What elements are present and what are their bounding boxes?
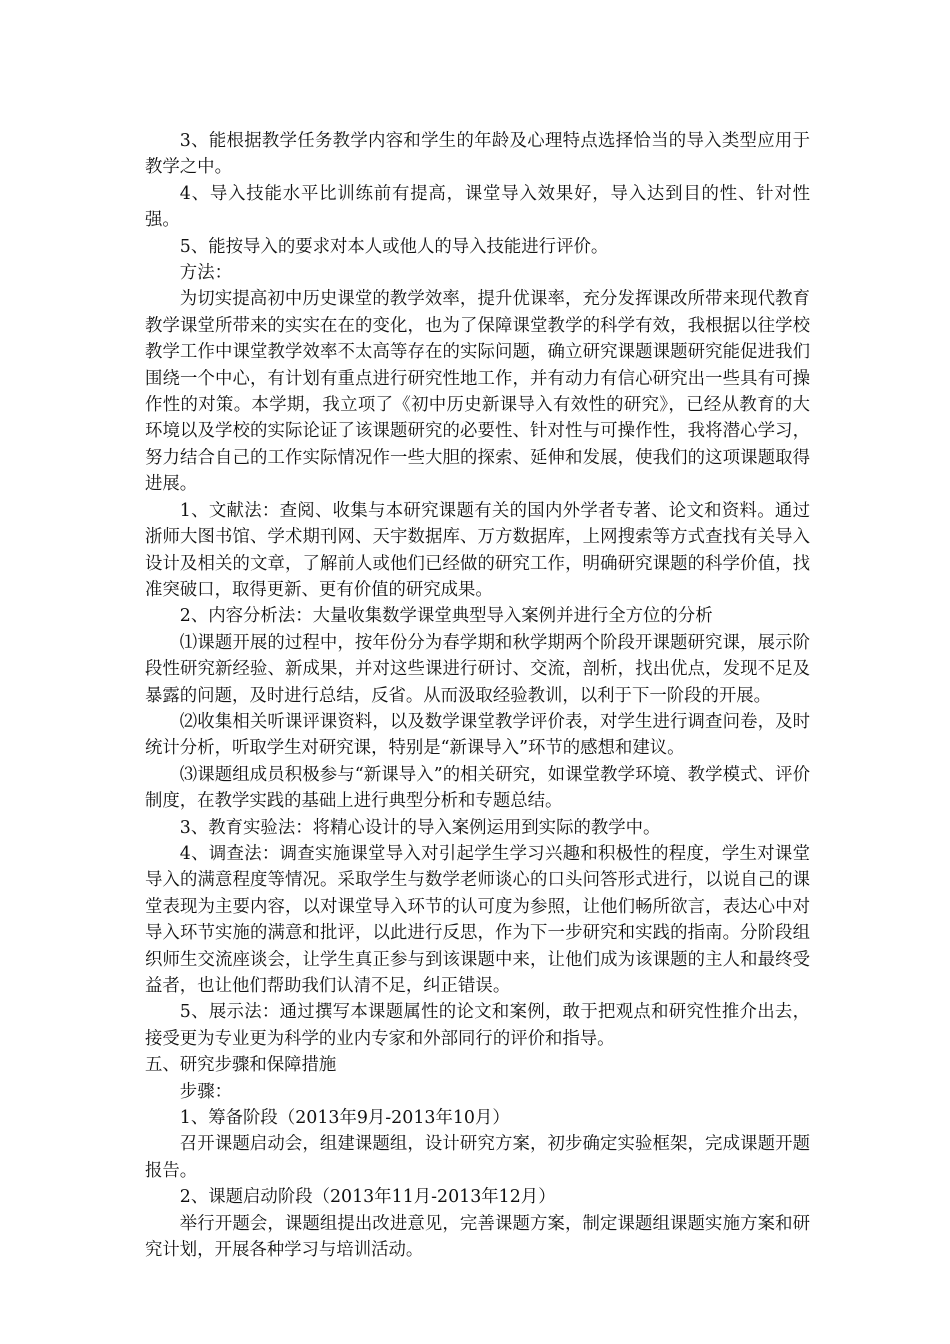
steps-heading: 步骤： xyxy=(179,1081,232,1102)
methods-heading: 方法： xyxy=(179,263,232,284)
step-2-title: 2、课题启动阶段（2013年11月-2013年12月） xyxy=(179,1187,556,1208)
step-2-body: 举行开题会，课题组提出改进意见，完善课题方案，制定课题组课题实施方案和研究计划，开展各种学习与培训活动。 xyxy=(145,1213,810,1261)
paragraph-content-analysis-1: ⑴课题开展的过程中，按年份分为春学期和秋学期两个阶段开课题研究课，展示阶段性研究新经验、新成果，并对这些课进行研讨、交流，剖析，找出优点，发现不足及暴露的问题，及时进行总结，反省。从而汲取经验教训，以利于下一阶段的开展。 xyxy=(145,632,810,706)
paragraph-methods-intro: 为切实提高初中历史课堂的教学效率，提升优课率，充分发挥课改所带来现代教育教学课堂所带来的实实在在的变化，也为了保障课堂教学的科学有效，我根据以往学校教学工作中课堂教学效率不太高等存在的实际问题，确立研究课题课题研究能促进我们围绕一个中心，有计划有重点进行研究性地工作，并有动力有信心研究出一些具有可操作性的对策。本学期，我立项了《初中历史新课导入有效性的研究》，已经从教育的大环境以及学校的实际论证了该课题研究的必要性、针对性与可操作性，我将潜心学习，努力结合自己的工作实际情况作一些大胆的探索、延伸和发展，使我们的这项课题取得进展。 xyxy=(145,289,810,495)
step-1-body: 召开课题启动会，组建课题组，设计研究方案，初步确定实验框架，完成课题开题报告。 xyxy=(145,1134,810,1181)
section-heading-five: 五、研究步骤和保障措施 xyxy=(145,1055,337,1076)
paragraph-content-analysis-2: ⑵收集相关听课评课资料，以及数学课堂教学评价表，对学生进行调查问卷，及时统计分析，听取学生对研究课，特别是“新课导入”环节的感想和建议。 xyxy=(145,711,810,759)
paragraph-content-analysis-3: ⑶课题组成员积极参与“新课导入”的相关研究，如课堂教学环境、教学模式、评价制度，在教学实践的基础上进行典型分析和专题总结。 xyxy=(145,764,810,812)
paragraph-goal-3: 3、能根据教学任务教学内容和学生的年龄及心理特点选择恰当的导入类型应用于教学之中。 xyxy=(145,131,810,178)
paragraph-method-experiment: 3、教育实验法：将精心设计的导入案例运用到实际的教学中。 xyxy=(179,817,661,838)
paragraph-method-showcase: 5、展示法：通过撰写本课题属性的论文和案例，敢于把观点和研究性推介出去，接受更为专业更为科学的业内专家和外部同行的评价和指导。 xyxy=(145,1002,810,1049)
paragraph-goal-5: 5、能按导入的要求对本人或他人的导入技能进行评价。 xyxy=(179,236,609,257)
paragraph-goal-4: 4、导入技能水平比训练前有提高，课堂导入效果好，导入达到目的性、针对性强。 xyxy=(145,183,810,231)
document-body xyxy=(145,128,810,1263)
paragraph-method-survey: 4、调查法：调查实施课堂导入对引起学生学习兴趣和积极性的程度，学生对课堂导入的满意程度等情况。采取学生与数学老师谈心的口头问答形式进行，以说自己的课堂表现为主要内容，以对课堂导入环节的认可度为参照，让他们畅所欲言，表达心中对导入环节实施的满意和批评，以此进行反思，作为下一步研究和实践的指南。分阶段组织师生交流座谈会，让学生真正参与到该课题中来，让他们成为该课题的主人和最终受益者，也让他们帮助我们认清不足，纠正错误。 xyxy=(145,843,810,996)
paragraph-method-literature: 1、文献法：查阅、收集与本研究课题有关的国内外学者专著、论文和资料。通过浙师大图书馆、学术期刊网、天宇数据库、万方数据库，上网搜索等方式查找有关导入设计及相关的文章，了解前人或他们已经做的研究工作，明确研究课题的科学价值，找准突破口，取得更新、更有价值的研究成果。 xyxy=(145,500,810,600)
step-1-title: 1、筹备阶段（2013年9月-2013年10月） xyxy=(179,1108,510,1129)
paragraph-method-content-analysis: 2、内容分析法：大量收集数学课堂典型导入案例并进行全方位的分析 xyxy=(179,606,713,627)
